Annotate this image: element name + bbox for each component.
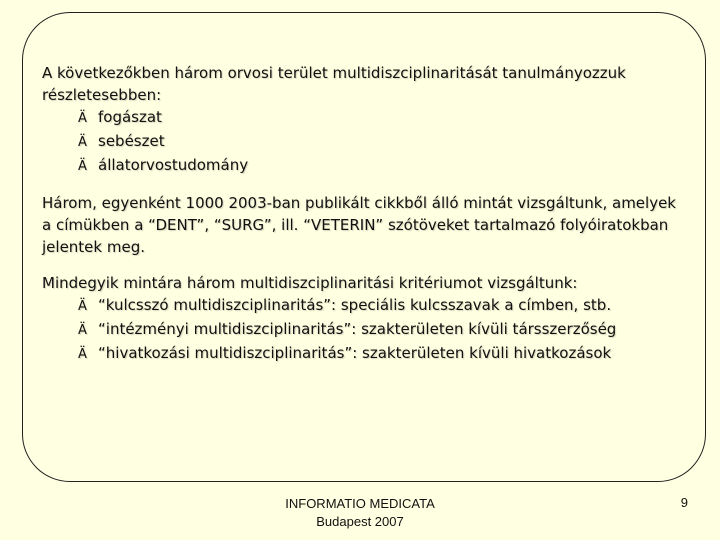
list-item-label: “kulcsszó multidiszciplinaritás”: speciális kulcsszavak a címben, stb.	[98, 296, 612, 314]
list-item	[42, 154, 682, 178]
page-number: 9	[680, 495, 688, 510]
slide-content	[42, 62, 682, 366]
list-item	[42, 130, 682, 154]
list-item-label: “intézményi multidiszciplinaritás”: szakterületen kívüli társszerzőség	[98, 320, 617, 338]
list-item-label: állatorvostudomány	[98, 156, 249, 174]
list-item-label: sebészet	[98, 132, 165, 150]
arrow-bullet-icon: Ä	[78, 299, 87, 314]
arrow-bullet-icon: Ä	[78, 159, 87, 174]
footer	[0, 495, 720, 531]
list-item	[42, 294, 682, 318]
list-item	[42, 342, 682, 366]
footer-title: INFORMATIO MEDICATA	[285, 496, 435, 511]
criteria-paragraph: Mindegyik mintára három multidiszciplinaritási kritériumot vizsgáltunk:	[42, 274, 578, 292]
arrow-bullet-icon: Ä	[78, 135, 87, 150]
list-item-label: fogászat	[98, 108, 162, 126]
method-paragraph: Három, egyenként 1000 2003-ban publikált cikkből álló mintát vizsgáltunk, amelyek a címükben a “DENT”, “SURG”, ill. “VETERIN” szótöveket tartalmazó folyóiratokban jelentek meg.	[42, 194, 676, 256]
list-item-label: “hivatkozási multidiszciplinaritás”: szakterületen kívüli hivatkozások	[98, 344, 612, 362]
intro-paragraph: A következőkben három orvosi terület multidiszciplinaritását tanulmányozzuk részletesebben:	[42, 64, 626, 104]
arrow-bullet-icon: Ä	[78, 111, 87, 126]
arrow-bullet-icon: Ä	[78, 347, 87, 362]
footer-subtitle: Budapest 2007	[316, 514, 404, 529]
list-item	[42, 106, 682, 130]
list-item	[42, 318, 682, 342]
arrow-bullet-icon: Ä	[78, 323, 87, 338]
